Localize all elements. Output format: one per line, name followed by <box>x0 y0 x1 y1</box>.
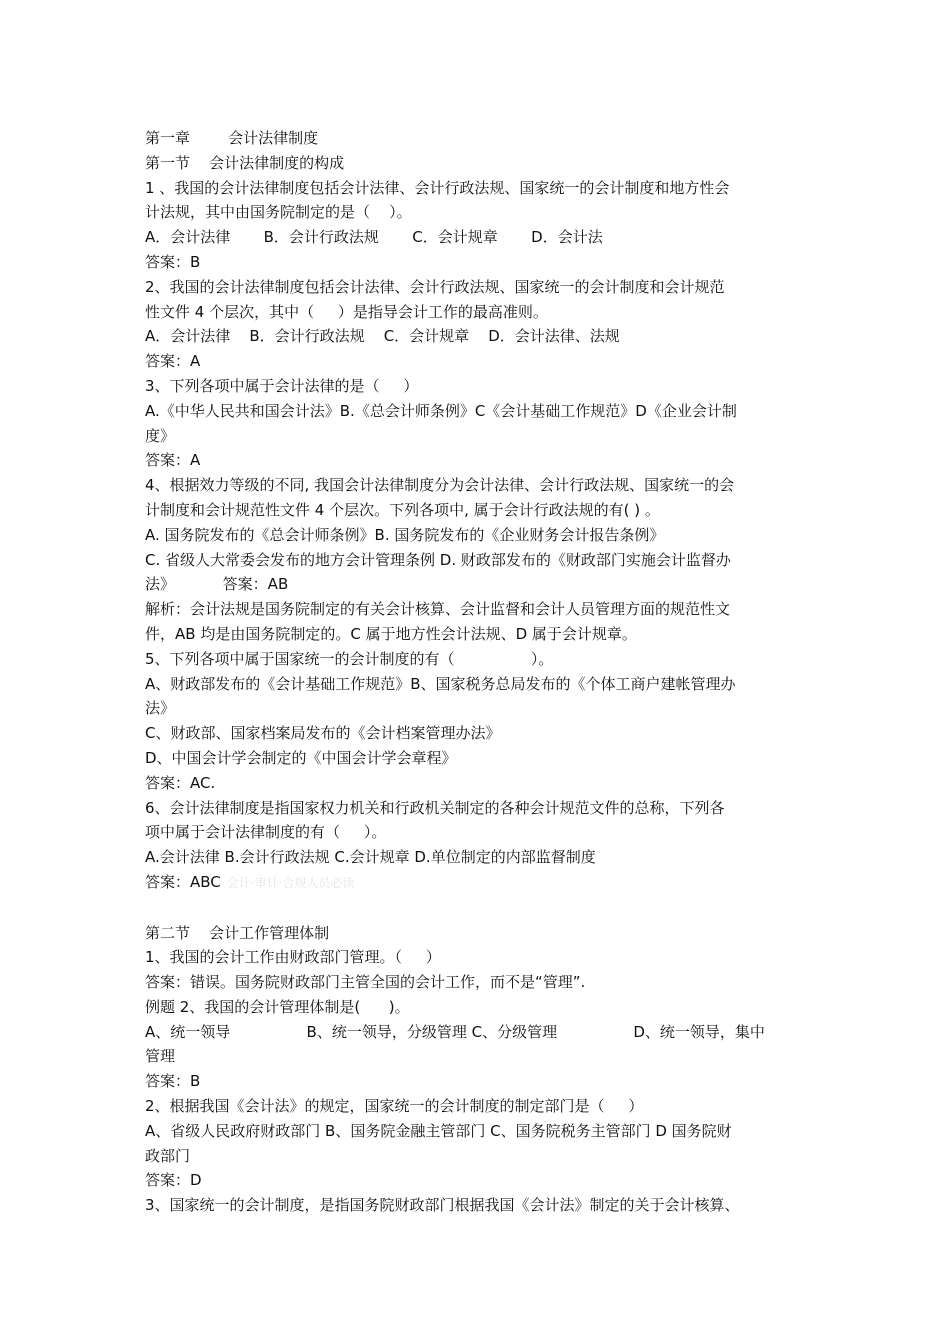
q4-options: C. 省级人大常委会发布的地方会计管理条例 D. 财政部发布的《财政部门实施会计监督办 <box>145 550 731 569</box>
s2-line: 3、国家统一的会计制度，是指国务院财政部门根据我国《会计法》制定的关于会计核算、 <box>145 1196 740 1215</box>
section-1-title: 第一节 会计法律制度的构成 <box>145 153 345 172</box>
q6-options: A.会计法律 B.会计行政法规 C.会计规章 D.单位制定的内部监督制度 <box>145 848 596 867</box>
q5-options: 法》 <box>145 699 176 718</box>
s2-line: A、统一领导 B、统一领导，分级管理 C、分级管理 D、统一领导，集中 <box>145 1022 765 1041</box>
q5-answer: 答案：AC. <box>145 773 216 792</box>
chapter-title: 第一章 会计法律制度 <box>145 129 319 147</box>
q6-answer: 答案：ABC <box>145 872 221 891</box>
q4-answer: 法》 答案：AB <box>145 575 289 594</box>
q2-line: 性文件 4 个层次，其中（ ）是指导会计工作的最高准则。 <box>145 302 548 321</box>
q3-options: A.《中华人民共和国会计法》B.《总会计师条例》C《会计基础工作规范》D《企业会计制 <box>145 401 737 420</box>
q5-options: A、财政部发布的《会计基础工作规范》B、国家税务总局发布的《个体工商户建帐管理办 <box>145 674 736 693</box>
q3-line: 3、下列各项中属于会计法律的是（ ） <box>145 376 419 395</box>
q6-answer-row <box>145 870 815 896</box>
s2-line: 答案：B <box>145 1072 201 1091</box>
q2-answer: 答案：A <box>145 352 201 371</box>
q1-answer: 答案：B <box>145 252 201 271</box>
q3-options: 度》 <box>145 426 176 445</box>
q4-options: A. 国务院发布的《总会计师条例》B. 国务院发布的《企业财务会计报告条例》 <box>145 525 665 544</box>
spacer <box>145 896 815 921</box>
q2-options: A．会计法律 B．会计行政法规 C．会计规章 D．会计法律、法规 <box>145 327 620 346</box>
q5-line: 5、下列各项中属于国家统一的会计制度的有（ ）。 <box>145 649 554 668</box>
s2-line: 答案：错误。国务院财政部门主管全国的会计工作，而不是“管理”. <box>145 973 586 992</box>
q4-explanation: 解析：会计法规是国务院制定的有关会计核算、会计监督和会计人员管理方面的规范性文 <box>145 600 731 619</box>
q1-options: A．会计法律 B．会计行政法规 C．会计规章 D．会计法 <box>145 228 603 247</box>
q4-line: 4、根据效力等级的不同, 我国会计法律制度分为会计法律、会计行政法规、国家统一的会 <box>145 476 735 495</box>
q5-options: C、财政部、国家档案局发布的《会计档案管理办法》 <box>145 724 501 743</box>
watermark: 会计·审计·合规人员必读 <box>226 875 355 890</box>
s2-line: 2、根据我国《会计法》的规定，国家统一的会计制度的制定部门是（ ） <box>145 1097 644 1116</box>
s2-line: 例题 2、我国的会计管理体制是( )。 <box>145 997 410 1016</box>
s2-line: 管理 <box>145 1047 176 1066</box>
q3-answer: 答案：A <box>145 451 201 470</box>
s2-line: 答案：D <box>145 1171 202 1190</box>
q5-options: D、中国会计学会制定的《中国会计学会章程》 <box>145 748 457 767</box>
document-page <box>145 126 815 1218</box>
q2-line: 2、我国的会计法律制度包括会计法律、会计行政法规、国家统一的会计制度和会计规范 <box>145 277 725 296</box>
q6-line: 6、会计法律制度是指国家权力机关和行政机关制定的各种会计规范文件的总称，下列各 <box>145 798 725 817</box>
q1-line: 1 、我国的会计法律制度包括会计法律、会计行政法规、国家统一的会计制度和地方性会 <box>145 178 730 197</box>
q4-explanation: 件，AB 均是由国务院制定的。C 属于地方性会计法规、D 属于会计规章。 <box>145 624 637 643</box>
section-2-title: 第二节 会计工作管理体制 <box>145 923 330 942</box>
s2-line: 政部门 <box>145 1146 191 1165</box>
s2-line: 1、我国的会计工作由财政部门管理。（ ） <box>145 948 441 967</box>
s2-line: A、省级人民政府财政部门 B、国务院金融主管部门 C、国务院税务主管部门 D 国务院财 <box>145 1121 732 1140</box>
q4-line: 计制度和会计规范性文件 4 个层次。下列各项中, 属于会计行政法规的有( ) 。 <box>145 500 660 519</box>
q1-line: 计法规，其中由国务院制定的是（ ）。 <box>145 203 412 222</box>
q6-line: 项中属于会计法律制度的有（ ）。 <box>145 823 387 842</box>
